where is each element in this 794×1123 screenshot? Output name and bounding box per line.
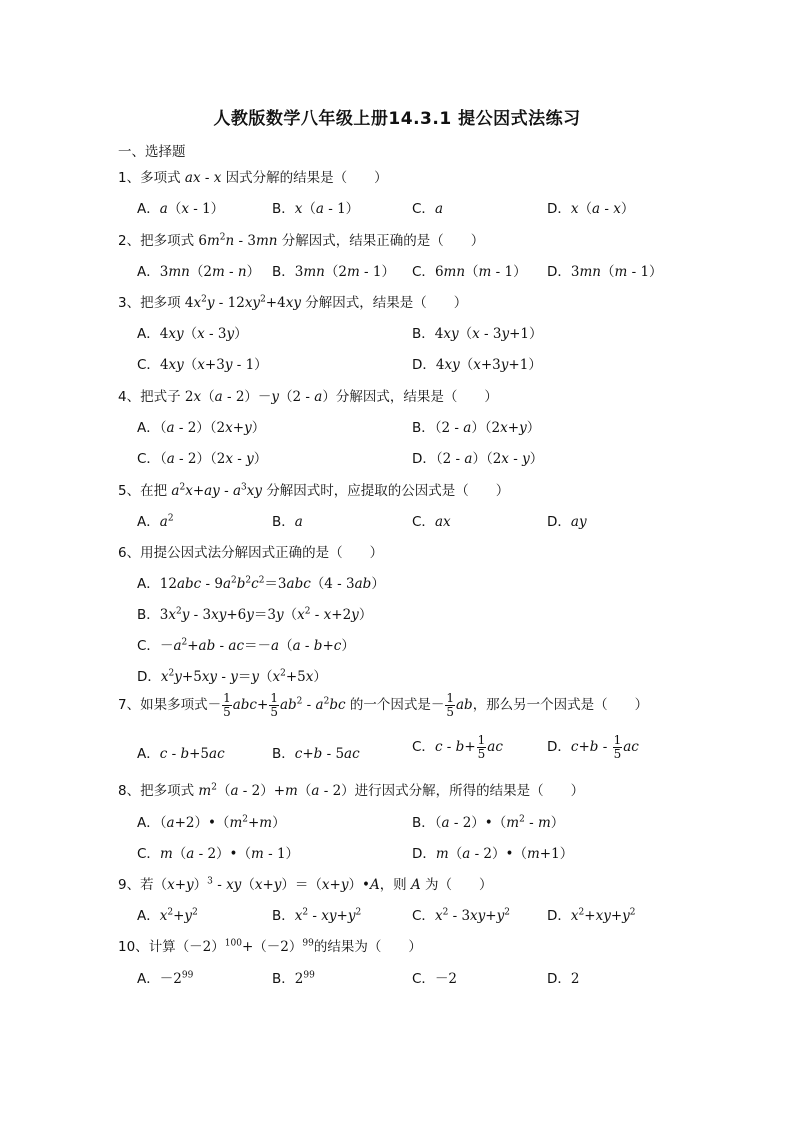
option-a[interactable]: A．c - b+5ac [137, 746, 225, 762]
option-b[interactable]: B．c+b - 5ac [272, 746, 360, 762]
section-heading: 一、选择题 [118, 144, 186, 160]
option-a[interactable]: A．（a - 2）（2x+y） [137, 420, 266, 436]
option-d[interactable]: D．m（a - 2）•（m+1） [412, 846, 574, 862]
option-c[interactable]: C．－2 [412, 971, 458, 987]
question-6: 6、用提公因式法分解因式正确的是（ ） [118, 545, 384, 561]
option-d[interactable]: D．4xy（x+3y+1） [412, 357, 542, 373]
option-c[interactable]: C．$-a^2+ab - ac=-a(a - b+c)$ [137, 637, 355, 654]
option-b[interactable]: B．a [272, 514, 303, 530]
option-d[interactable]: D．ay [547, 514, 587, 530]
question-8: 8、把多项式 $m^2(a - 2)+m(a - 2)$进行因式分解，所得的结果是（ ） [118, 782, 585, 799]
option-b[interactable]: B．$3x^2y - 3xy+6y=3y(x^2 - x+2y)$ [137, 606, 373, 623]
question-number: 10、 [118, 939, 149, 955]
option-c[interactable]: C．m（a - 2）•（m - 1） [137, 846, 300, 862]
question-3: 3、把多项 $4x^2y - 12xy^2+4xy$ 分解因式，结果是（ ） [118, 294, 468, 311]
option-a[interactable]: A．a（x - 1） [137, 201, 225, 217]
option-d[interactable]: D．$x^2y+5xy - y=y(x^2+5x)$ [137, 668, 327, 685]
question-number: 3、 [118, 295, 141, 311]
question-number: 2、 [118, 233, 141, 249]
option-b[interactable]: B．$(a - 2)•(m^2 - m)$ [412, 814, 565, 831]
question-10: 10、计算$(-2)^{100}+(-2)^{99}$的结果为（ ） [118, 938, 422, 955]
question-number: 4、 [118, 389, 141, 405]
option-c[interactable]: C．（a - 2）（2x - y） [137, 451, 268, 467]
option-a[interactable]: A．$a^2$ [137, 513, 174, 530]
option-b[interactable]: B．$x^2 - xy+y^2$ [272, 907, 362, 924]
option-a[interactable]: A．$-2^{99}$ [137, 970, 194, 987]
question-4: 4、把式子 2x（a - 2）－y（2 - a）分解因式，结果是（ ） [118, 389, 498, 405]
page-title: 人教版数学八年级上册14.3.1 提公因式法练习 [213, 109, 581, 129]
option-c[interactable]: C．ax [412, 514, 451, 530]
question-number: 6、 [118, 545, 141, 561]
question-7: 7、如果多项式－ $\frac{1}{5}$ abc+ $\frac{1}{5}$ $ab^2 - a^2bc$ 的一个因式是－ $\frac{1}{5}$ ab，那么另一个因式是（ ） [118, 691, 649, 719]
option-a[interactable]: A．$x^2+y^2$ [137, 907, 198, 924]
option-c[interactable]: C．4xy（x+3y - 1） [137, 357, 268, 373]
option-c[interactable]: C．$x^2 - 3xy+y^2$ [412, 907, 510, 924]
question-5: 5、在把 $a^2x+ay - a^3xy$ 分解因式时，应提取的公因式是（ ） [118, 482, 510, 499]
fraction: $\frac{1}{5}$ [477, 733, 486, 761]
question-2: 2、把多项式 $6m^2n - 3mn$ 分解因式，结果正确的是（ ） [118, 232, 485, 249]
option-a[interactable]: A．$12abc - 9a^2b^2c^2=3abc(4 - 3ab)$ [137, 575, 385, 592]
fraction: $\frac{1}{5}$ [613, 733, 622, 761]
option-c[interactable]: C．a [412, 201, 443, 217]
option-d[interactable]: D．c+b - $\frac{1}{5}$ ac [547, 733, 639, 761]
question-number: 1、 [118, 170, 141, 186]
fraction: $\frac{1}{5}$ [446, 691, 454, 719]
option-b[interactable]: B．3mn（2m - 1） [272, 264, 395, 280]
question-number: 5、 [118, 483, 141, 499]
option-d[interactable]: D．3mn（m - 1） [547, 264, 663, 280]
option-a[interactable]: A．4xy（x - 3y） [137, 326, 248, 342]
option-c[interactable]: C．c - b+ $\frac{1}{5}$ ac [412, 733, 503, 761]
option-d[interactable]: D．$x^2+xy+y^2$ [547, 907, 636, 924]
option-a[interactable]: A．$(a+2)•(m^2+m)$ [137, 814, 286, 831]
option-d[interactable]: D．x（a - x） [547, 201, 635, 217]
option-a[interactable]: A．3mn（2m - n） [137, 264, 261, 280]
option-d[interactable]: D．（2 - a）（2x - y） [412, 451, 544, 467]
question-number: 8、 [118, 783, 141, 799]
question-9: 9、若$(x+y)^3$ - xy（x+y）＝（x+y）•A，则 A 为（ ） [118, 876, 493, 893]
option-d[interactable]: D．2 [547, 971, 580, 987]
option-b[interactable]: B．（2 - a）（2x+y） [412, 420, 541, 436]
question-number: 9、 [118, 877, 141, 893]
fraction: $\frac{1}{5}$ [270, 691, 278, 719]
option-c[interactable]: C．6mn（m - 1） [412, 264, 527, 280]
option-b[interactable]: B．$2^{99}$ [272, 970, 315, 987]
question-number: 7、 [118, 697, 141, 713]
fraction: $\frac{1}{5}$ [223, 691, 231, 719]
question-1: 1、多项式 ax - x 因式分解的结果是（ ） [118, 170, 388, 186]
option-b[interactable]: B．x（a - 1） [272, 201, 360, 217]
option-b[interactable]: B．4xy（x - 3y+1） [412, 326, 543, 342]
